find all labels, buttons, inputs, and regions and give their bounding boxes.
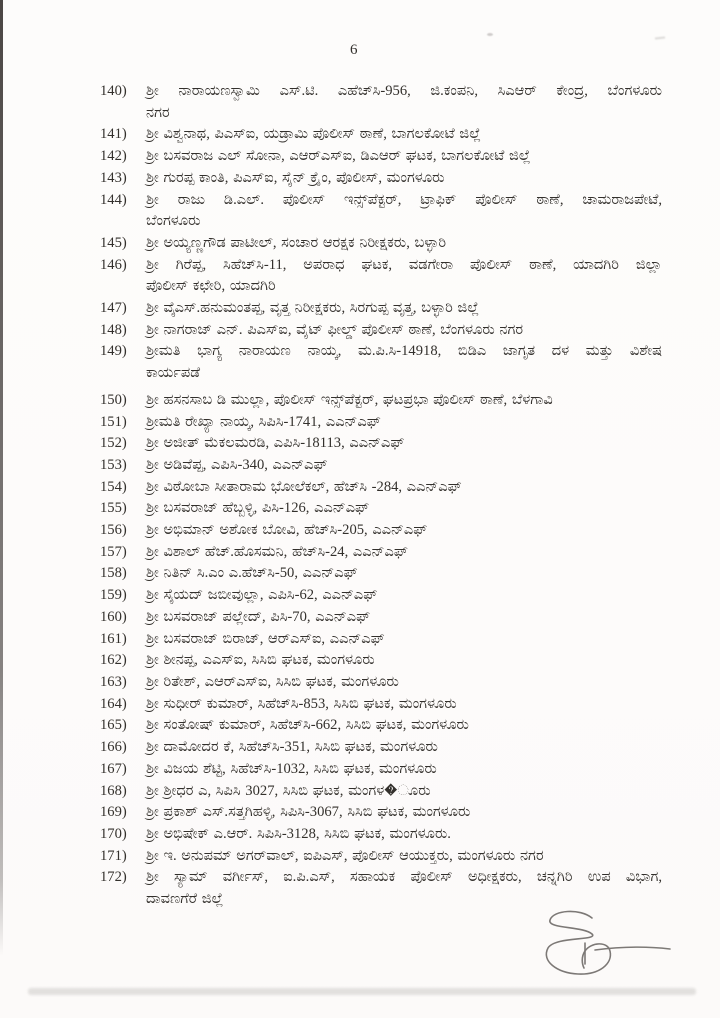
item-text-line: ಶ್ರೀ ಹಸನಸಾಬ ಡಿ ಮುಲ್ಲಾ, ಪೊಲೀಸ್ ಇನ್ಸ್‌ಪೆಕ್ಟರ್, ಘಟಪ್ರಭಾ ಪೊಲೀಸ್ ಠಾಣೆ, ಬೆಳಗಾವಿ [146,391,553,408]
item-number: 144) [100,191,127,208]
scan-speck [655,36,665,39]
list-item [100,455,662,477]
item-text [146,81,662,124]
item-text-line: ಶ್ರೀ ಪ್ರಕಾಶ್ ಎಸ್.ಸತ್ತಗಿಹಳ್ಳಿ, ಸಿಪಿಸಿ-3067, ಸಿಸಿಬಿ ಘಟಕ, ಮಂಗಳೂರು [146,804,471,821]
list-item [100,320,662,342]
item-text [146,298,662,320]
item-text-line: ಶ್ರೀ ವಿಶಾಲ್ ಹೆಚ್.ಹೊಸಮನಿ, ಹೆಚ್‌ಸಿ-24, ಎಎನ್‌ಎಫ್ [146,543,408,560]
item-number: 149) [100,343,127,360]
list-item [100,390,662,412]
list-item [100,255,662,298]
scan-speck [487,33,493,36]
item-text [146,737,662,759]
item-text-line: ಶ್ರೀ ಗುರಪ್ಪ ಕಾಂತಿ, ಪಿಎಸ್ಐ, ಸೈನ್ ಕ್ರೈಂ, ಪೊಲೀಸ್, ಮಂಗಳೂರು [146,169,445,186]
item-text [146,781,662,803]
scan-band-artifact [28,988,696,995]
list-item [100,341,662,384]
item-number: 150) [100,391,127,408]
item-text [146,168,662,190]
item-number: 155) [100,500,127,517]
item-text [146,650,662,672]
item-text-line: ಶ್ರೀ ಬಸವರಾಜ್ ಪಲ್ಲೇದ್, ಪಿಸಿ-70, ಎಎನ್‌ಎಫ್ [146,608,371,625]
item-number: 157) [100,543,127,560]
item-text-line: ಶ್ರೀ ನಾಗರಾಜ್ ಎನ್. ಪಿಎಸ್ಐ, ವೈಟ್ ಫೀಲ್ಡ್ ಪೊಲೀಸ್ ಠಾಣೆ, ಬೆಂಗಳೂರು ನಗರ [146,321,524,338]
item-number: 156) [100,522,127,539]
item-number: 162) [100,652,127,669]
item-text [146,255,662,298]
list-item [100,146,662,168]
item-text-line: ಶ್ರೀ ಗಿರೆಪ್ಪ, ಸಿಹೆಚ್‌ಸಿ-11, ಅಪರಾಧ ಘಟಕ, ವಡಗೇರಾ ಪೊಲೀಸ್ ಠಾಣೆ, ಯಾದಗಿರಿ ಜಿಲ್ಲಾ [146,256,662,273]
item-text-line: ಶ್ರೀಮತಿ ಭಾಗ್ಯ ನಾರಾಯಣ ನಾಯ್ಕ, ಮ.ಪಿ.ಸಿ-14918, ಬಿಡಿಎ ಜಾಗೃತ ದಳ ಮತ್ತು ವಿಶೇಷ [146,343,662,360]
item-text-line: ಶ್ರೀ ಬಸವರಾಜ್ ಬಿರಾಜ್, ಆರ್‌ಎಸ್‌ಐ, ಎಎನ್‌ಎಫ್ [146,630,385,647]
item-number: 152) [100,435,127,452]
item-text [146,585,662,607]
list-item [100,412,662,434]
item-number: 172) [100,869,127,886]
list-item [100,168,662,190]
item-number: 160) [100,608,127,625]
item-text-line: ಶ್ರೀ ರಿತೇಶ್, ಎಆರ್‌ಎಸ್‌ಐ, ಸಿಸಿಬಿ ಘಟಕ, ಮಂಗಳೂರು [146,673,399,690]
item-text [146,320,662,342]
item-number: 146) [100,256,127,273]
item-number: 142) [100,148,127,165]
item-text-line: ಶ್ರೀ ವಿಜಯ ಶೆಟ್ಟಿ, ಸಿಹೆಚ್‌ಸಿ-1032, ಸಿಸಿಬಿ ಘಟಕ, ಮಂಗಳೂರು [146,760,437,777]
item-text [146,694,662,716]
item-number: 166) [100,739,127,756]
item-number: 167) [100,760,127,777]
item-text [146,477,662,499]
item-text-line: ಶ್ರೀ ಬಸವರಾಜ ಎಲ್ ಸೋನಾ, ಎಆರ್‌ಎಸ್‌ಐ, ಡಿಎಆರ್ ಘಟಕ, ಬಾಗಲಕೋಟೆ ಜಿಲ್ಲೆ [146,148,531,165]
item-text-line: ಶ್ರೀ ಅಡಿವೆಪ್ಪ, ಎಪಿಸಿ-340, ಎಎನ್‌ಎಫ್ [146,456,328,473]
item-text [146,629,662,651]
item-number: 170) [100,825,127,842]
item-text-line: ಶ್ರೀ ಅಭಿಷೇಕ್ ಎ.ಆರ್. ಸಿಪಿಸಿ-3128, ಸಿಸಿಬಿ ಘಟಕ, ಮಂಗಳೂರು. [146,825,451,842]
item-text [146,146,662,168]
item-number: 158) [100,565,127,582]
list-item [100,498,662,520]
list-item [100,433,662,455]
item-number: 159) [100,587,127,604]
item-number: 141) [100,126,127,143]
list-item [100,846,662,868]
item-number: 161) [100,630,127,647]
item-text [146,563,662,585]
item-text [146,824,662,846]
item-number: 169) [100,804,127,821]
item-number: 143) [100,169,127,186]
item-text-line: ಶ್ರೀ ಅಜೀತ್ ಮೆಕಲಮರಡಿ, ಎಪಿಸಿ-18113, ಎಎನ್‌ಎಫ್ [146,435,405,452]
item-text [146,846,662,868]
item-text-line: ಶ್ರೀ ಶ್ರೀಧರ ಎ, ಸಿಪಿಸಿ 3027, ಸಿಸಿಬಿ ಘಟಕ, ಮಂಗಳ�ೂರು [146,782,431,799]
item-number: 153) [100,456,127,473]
item-number: 164) [100,695,127,712]
list-item [100,759,662,781]
list-item [100,542,662,564]
item-text-line: ಶ್ರೀ ಅಭಿಮಾನ್ ಅಶೋಕ ಬೋವಿ, ಹೆಚ್‌ಸಿ-205, ಎಎನ್‌ಎಫ್ [146,522,428,539]
list-item [100,802,662,824]
item-text-line: ಶ್ರೀ ಸೈಯದ್ ಜಬೀವುಲ್ಲಾ, ಎಪಿಸಿ-62, ಎಎನ್‌ಎಫ್ [146,587,378,604]
list-item [100,585,662,607]
item-number: 163) [100,673,127,690]
list-item [100,233,662,255]
item-text-line: ಶ್ರೀ ದಾಮೋದರ ಕೆ, ಸಿಹೆಚ್‌ಸಿ-351, ಸಿಸಿಬಿ ಘಟಕ, ಮಂಗಳೂರು [146,739,438,756]
item-text [146,412,662,434]
item-text-line: ಶ್ರೀ ಸ್ಯಾಮ್ ವರ್ಗೀಸ್, ಐ.ಪಿ.ಎಸ್, ಸಹಾಯಕ ಪೊಲೀಸ್ ಅಧೀಕ್ಷಕರು, ಚನ್ನಗಿರಿ ಉಪ ವಿಭಾಗ, [146,869,662,886]
item-text [146,341,662,384]
item-text [146,607,662,629]
handwritten-signature [533,902,683,984]
item-text-line: ಶ್ರೀ ವಿಶ್ವನಾಥ, ಪಿಎಸ್ಐ, ಯಡ್ರಾಮಿ ಪೊಲೀಸ್ ಠಾಣೆ, ಬಾಗಲಕೋಟೆ ಜಿಲ್ಲೆ [146,126,481,143]
list-item [100,190,662,233]
item-number: 148) [100,321,127,338]
item-text [146,433,662,455]
list-item [100,715,662,737]
list-item [100,124,662,146]
item-text [146,672,662,694]
item-text-line: ಶ್ರೀ ಸಂತೋಷ್ ಕುಮಾರ್, ಸಿಹೆಚ್‌ಸಿ-662, ಸಿಸಿಬಿ ಘಟಕ, ಮಂಗಳೂರು [146,717,469,734]
item-text [146,715,662,737]
list-item [100,520,662,542]
item-text [146,390,662,412]
item-text-line: ಶ್ರೀ ವೈಎಸ್.ಹನುಮಂತಪ್ಪ, ವೃತ್ತ ನಿರೀಕ್ಷಕರು, ಸಿರಗುಪ್ಪ ವೃತ್ತ, ಬಳ್ಳಾರಿ ಜಿಲ್ಲೆ [146,300,480,317]
item-text-line: ಶ್ರೀ ನಾರಾಯಣಸ್ವಾಮಿ ಎಸ್.ಟಿ. ಎಹೆಚ್‌ಸಿ-956, ಜಿ.ಕಂಪನಿ, ಸಿಎಆರ್ ಕೇಂದ್ರ, ಬೆಂಗಳೂರು [146,83,662,99]
list-item [100,824,662,846]
item-text-line: ಶ್ರೀ ನಿತಿನ್ ಸಿ.ಎಂ ಎ.ಹೆಚ್‌ಸಿ-50, ಎಎನ್‌ಎಫ್ [146,565,358,582]
item-text-line: ಪೊಲೀಸ್ ಕಛೇರಿ, ಯಾದಗಿರಿ [146,278,276,295]
list-item [100,81,662,124]
list-item [100,737,662,759]
item-text-line: ಶ್ರೀ ರಾಜು ಡಿ.ಎಲ್. ಪೊಲೀಸ್ ಇನ್ಸ್‌ಪೆಕ್ಟರ್, ಟ್ರಾಫಿಕ್ ಪೊಲೀಸ್ ಠಾಣೆ, ಚಾಮರಾಜಪೇಟೆ, [146,191,662,208]
officer-list [100,81,662,911]
item-text [146,542,662,564]
item-number: 140) [100,83,127,99]
list-item [100,477,662,499]
item-number: 145) [100,234,127,251]
item-number: 171) [100,847,127,864]
item-text-line: ದಾವಣಗೆರೆ ಜಿಲ್ಲೆ [146,891,224,908]
item-number: 168) [100,782,127,799]
list-item [100,629,662,651]
item-text-line: ಶ್ರೀ ಇ. ಅನುಪಮ್ ಅಗರ್‌ವಾಲ್, ಐಪಿಎಸ್, ಪೊಲೀಸ್ ಆಯುಕ್ತರು, ಮಂಗಳೂರು ನಗರ [146,847,544,864]
list-item [100,298,662,320]
item-text-line: ಶ್ರೀ ಸುಧೀರ್ ಕುಮಾರ್, ಸಿಹೆಚ್‌ಸಿ-853, ಸಿಸಿಬಿ ಘಟಕ, ಮಂಗಳೂರು [146,695,457,712]
item-text [146,520,662,542]
scan-edge-artifact [0,0,3,956]
item-text-line: ಶ್ರೀ ಶೀನಪ್ಪ, ಎಎಸ್‌ಐ, ಸಿಸಿಬಿ ಘಟಕ, ಮಂಗಳೂರು [146,652,375,669]
item-text [146,802,662,824]
item-text-line: ನಗರ [146,104,170,121]
item-text-line: ಶ್ರೀ ಅಯ್ಯಣ್ಣಗೌಡ ಪಾಟೀಲ್, ಸಂಚಾರ ಆರಕ್ಷಕ ನಿರೀಕ್ಷಕರು, ಬಳ್ಳಾರಿ [146,234,447,251]
list-item [100,650,662,672]
item-number: 165) [100,717,127,734]
list-item [100,563,662,585]
item-text-line: ಶ್ರೀ ವಿಠೋಬಾ ಸೀತಾರಾಮ ಭೋಲೆಕಲ್, ಹೆಚ್‌ಸಿ -284, ಎಎನ್‌ಎಫ್ [146,478,462,495]
item-text [146,759,662,781]
list-item [100,781,662,803]
page-number: 6 [350,42,358,58]
list-item [100,672,662,694]
item-text-line: ಶ್ರೀ ಬಸವರಾಜ್ ಹೆಬ್ಬಳ್ಳಿ, ಪಿಸಿ-126, ಎಎನ್‌ಎಫ್ [146,500,370,517]
item-text [146,124,662,146]
item-number: 147) [100,300,127,317]
item-number: 151) [100,413,127,430]
item-text-line: ಶ್ರೀಮತಿ ರೇಖ್ಯಾ ನಾಯ್ಕ, ಸಿಪಿಸಿ-1741, ಎಎನ್‌ಎಫ್ [146,413,381,430]
list-item [100,607,662,629]
list-item [100,694,662,716]
item-text [146,190,662,233]
item-number: 154) [100,478,127,495]
item-text-line: ಕಾರ್ಯಪಡೆ [146,365,201,382]
item-text [146,233,662,255]
signature-scribble-icon [533,902,683,984]
item-text [146,498,662,520]
item-text [146,455,662,477]
item-text-line: ಬೆಂಗಳೂರು [146,213,201,230]
